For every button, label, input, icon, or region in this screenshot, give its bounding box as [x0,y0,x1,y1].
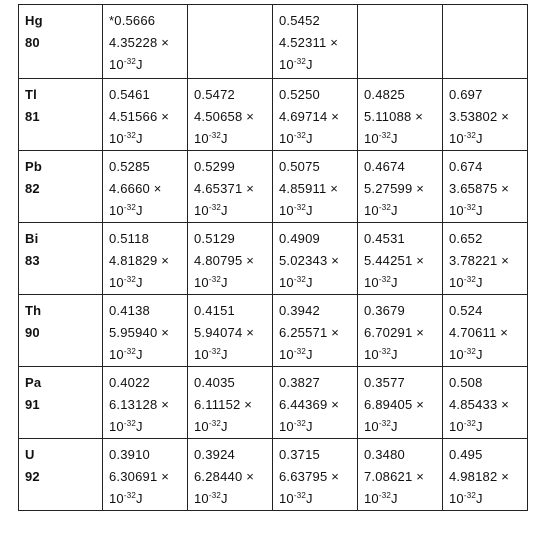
element-label-cell [19,79,103,151]
atomic-number: 82 [25,181,40,196]
energy-exponent [194,272,272,294]
energy-exponent [449,488,527,510]
power-base: 10 [109,347,124,362]
element-label-cell [19,151,103,223]
wavelength-value: 0.5452 [279,13,320,28]
energy-mantissa: 5.95940 × [109,325,169,340]
power-exponent: -32 [378,275,392,284]
power-exponent: -32 [293,57,307,66]
wavelength-value [449,10,527,32]
power-base: 10 [364,131,379,146]
energy-mantissa: 5.94074 × [194,325,254,340]
unit-label: J [476,131,483,146]
unit-label: J [221,275,228,290]
value-cell [103,439,188,511]
energy-mantissa: 5.11088 × [364,109,424,124]
energy-exponent [109,272,187,294]
energy-exponent [279,416,357,438]
value-cell [273,151,358,223]
wavelength-value: 0.4151 [194,303,235,318]
energy-mantissa: 4.81829 × [109,253,169,268]
unit-label: J [391,131,398,146]
wavelength-value: 0.495 [449,447,483,462]
value-cell [188,151,273,223]
energy-mantissa: 7.08621 × [364,469,424,484]
wavelength-value: 0.3577 [364,375,405,390]
wavelength-value: 0.3679 [364,303,405,318]
power-base: 10 [109,131,124,146]
energy-mantissa: 6.30691 × [109,469,169,484]
unit-label: J [221,203,228,218]
power-base: 10 [194,419,209,434]
wavelength-value: 0.5299 [194,159,235,174]
value-cell [358,439,443,511]
power-exponent: -32 [123,347,137,356]
unit-label: J [391,275,398,290]
value-cell [103,151,188,223]
value-cell [443,295,528,367]
power-base: 10 [364,275,379,290]
wavelength-value: 0.508 [449,375,483,390]
value-cell [103,295,188,367]
energy-mantissa [449,32,527,54]
value-cell [273,223,358,295]
atomic-number: 92 [25,469,40,484]
energy-exponent [279,272,357,294]
value-cell [358,295,443,367]
wavelength-value: 0.3942 [279,303,320,318]
unit-label: J [391,203,398,218]
unit-label: J [476,491,483,506]
unit-label: J [136,491,143,506]
table-row [19,439,528,511]
value-cell [358,5,443,79]
energy-mantissa: 4.52311 × [279,35,339,50]
unit-label: J [221,131,228,146]
energy-exponent [364,200,442,222]
energy-exponent [449,54,527,76]
power-exponent: -32 [123,57,137,66]
power-base: 10 [364,491,379,506]
element-symbol: Bi [25,231,39,246]
power-exponent: -32 [123,203,137,212]
energy-mantissa [194,32,272,54]
element-label-cell [19,439,103,511]
wavelength-value: 0.3827 [279,375,320,390]
energy-mantissa: 6.89405 × [364,397,424,412]
power-base: 10 [194,347,209,362]
energy-exponent [279,200,357,222]
table-row [19,79,528,151]
value-cell [188,367,273,439]
power-base: 10 [364,203,379,218]
power-exponent: -32 [293,203,307,212]
wavelength-value: 0.5472 [194,87,235,102]
energy-mantissa: 4.85433 × [449,397,509,412]
value-cell [358,367,443,439]
wavelength-value: 0.5118 [109,231,149,246]
value-cell [443,223,528,295]
table-row [19,295,528,367]
energy-exponent [364,344,442,366]
unit-label: J [391,491,398,506]
wavelength-value: 0.524 [449,303,483,318]
power-base: 10 [279,419,294,434]
element-symbol: Tl [25,87,37,102]
atomic-number: 83 [25,253,40,268]
atomic-number: 91 [25,397,40,412]
unit-label: J [136,419,143,434]
energy-exponent [364,272,442,294]
unit-label: J [306,419,313,434]
power-base: 10 [449,203,464,218]
wavelength-value: 0.5250 [279,87,320,102]
power-exponent: -32 [293,419,307,428]
energy-exponent [109,200,187,222]
energy-exponent [449,344,527,366]
atomic-number: 90 [25,325,40,340]
energy-mantissa: 4.50658 × [194,109,254,124]
power-base: 10 [449,275,464,290]
energy-mantissa: 5.44251 × [364,253,424,268]
energy-exponent [449,200,527,222]
power-base: 10 [279,275,294,290]
power-base: 10 [109,419,124,434]
power-base: 10 [194,491,209,506]
energy-mantissa: 6.70291 × [364,325,424,340]
unit-label: J [476,203,483,218]
wavelength-value: 0.4138 [109,303,150,318]
value-cell [188,5,273,79]
power-exponent: -32 [123,275,137,284]
energy-exponent [194,416,272,438]
energy-exponent [194,344,272,366]
wavelength-value: 0.4909 [279,231,320,246]
energy-mantissa: 3.78221 × [449,253,509,268]
wavelength-value: 0.652 [449,231,483,246]
wavelength-value: 0.4531 [364,231,405,246]
element-label-cell [19,295,103,367]
value-cell [188,223,273,295]
power-exponent: -32 [208,347,222,356]
atomic-number: 81 [25,109,40,124]
unit-label: J [306,491,313,506]
wavelength-value: 0.5285 [109,159,150,174]
energy-exponent [279,344,357,366]
power-base: 10 [194,131,209,146]
wavelength-value: 0.697 [449,87,483,102]
energy-exponent [364,488,442,510]
energy-exponent [279,54,357,76]
power-exponent: -32 [208,203,222,212]
unit-label: J [476,419,483,434]
value-cell [443,79,528,151]
value-cell [188,295,273,367]
energy-exponent [109,488,187,510]
power-exponent: -32 [463,419,477,428]
value-cell [358,79,443,151]
power-base: 10 [449,419,464,434]
energy-mantissa: 5.27599 × [364,181,424,196]
power-base: 10 [109,57,124,72]
energy-mantissa: 4.98182 × [449,469,509,484]
element-label-cell [19,5,103,79]
energy-exponent [109,344,187,366]
energy-exponent [279,128,357,150]
unit-label: J [221,347,228,362]
unit-label: J [136,131,143,146]
table-row [19,367,528,439]
unit-label: J [306,275,313,290]
power-base: 10 [279,131,294,146]
energy-mantissa: 6.13128 × [109,397,169,412]
power-exponent: -32 [463,203,477,212]
power-exponent: -32 [123,131,137,140]
value-cell [358,151,443,223]
power-base: 10 [364,419,379,434]
energy-exponent [449,128,527,150]
unit-label: J [391,419,398,434]
power-exponent: -32 [293,491,307,500]
wavelength-value [364,10,442,32]
power-exponent: -32 [378,203,392,212]
power-base: 10 [449,491,464,506]
unit-label: J [306,131,313,146]
wavelength-value: 0.4674 [364,159,405,174]
wavelength-value: 0.3715 [279,447,320,462]
wavelength-value: 0.3924 [194,447,235,462]
energy-mantissa: 4.69714 × [279,109,339,124]
value-cell [273,439,358,511]
energy-exponent [449,416,527,438]
wavelength-value: 0.5461 [109,87,150,102]
element-symbol: Pa [25,375,42,390]
unit-label: J [476,275,483,290]
power-base: 10 [109,275,124,290]
wavelength-value: 0.4035 [194,375,235,390]
element-label-cell [19,367,103,439]
unit-label: J [306,347,313,362]
energy-mantissa: 4.85911 × [279,181,339,196]
element-symbol: Pb [25,159,43,174]
energy-exponent [449,272,527,294]
energy-mantissa: 6.11152 × [194,397,253,412]
unit-label: J [221,491,228,506]
energy-mantissa: 4.65371 × [194,181,254,196]
power-exponent: -32 [463,275,477,284]
wavelength-value: 0.5129 [194,231,235,246]
power-base: 10 [279,203,294,218]
power-base: 10 [449,347,464,362]
value-cell [103,79,188,151]
power-base: 10 [279,347,294,362]
value-cell [443,5,528,79]
energy-exponent [109,416,187,438]
power-base: 10 [364,347,379,362]
power-base: 10 [279,491,294,506]
value-cell [103,223,188,295]
power-base: 10 [449,131,464,146]
value-cell [188,439,273,511]
energy-mantissa: 3.53802 × [449,109,509,124]
unit-label: J [136,347,143,362]
power-base: 10 [194,275,209,290]
unit-label: J [306,57,313,72]
unit-label: J [306,203,313,218]
wavelength-value: 0.3910 [109,447,150,462]
power-exponent: -32 [208,419,222,428]
energy-mantissa: 3.65875 × [449,181,509,196]
value-cell [443,367,528,439]
power-exponent: -32 [378,419,392,428]
element-symbol: U [25,447,35,462]
wavelength-value: *0.5666 [109,13,156,28]
power-exponent: -32 [463,131,477,140]
value-cell [443,151,528,223]
power-exponent: -32 [208,131,222,140]
element-data-table [18,4,528,511]
energy-mantissa: 4.35228 × [109,35,169,50]
power-base: 10 [109,203,124,218]
wavelength-value: 0.4022 [109,375,150,390]
energy-mantissa: 4.6660 × [109,181,162,196]
value-cell [273,295,358,367]
element-label-cell [19,223,103,295]
atomic-number: 80 [25,35,40,50]
value-cell [273,79,358,151]
unit-label: J [221,419,228,434]
power-exponent: -32 [123,491,137,500]
power-exponent: -32 [293,131,307,140]
table-row [19,151,528,223]
element-symbol: Th [25,303,42,318]
unit-label: J [476,347,483,362]
power-exponent: -32 [463,347,477,356]
energy-mantissa: 6.28440 × [194,469,254,484]
power-exponent: -32 [293,275,307,284]
energy-mantissa [364,32,442,54]
wavelength-value: 0.4825 [364,87,405,102]
value-cell [273,5,358,79]
power-exponent: -32 [123,419,137,428]
energy-exponent [194,488,272,510]
power-exponent: -32 [378,131,392,140]
power-exponent: -32 [378,347,392,356]
energy-mantissa: 4.70611 × [449,325,509,340]
energy-mantissa: 4.80795 × [194,253,254,268]
value-cell [358,223,443,295]
energy-exponent [279,488,357,510]
wavelength-value [194,10,272,32]
value-cell [273,367,358,439]
value-cell [443,439,528,511]
table-row [19,5,528,79]
table-row [19,223,528,295]
energy-exponent [364,416,442,438]
energy-mantissa: 4.51566 × [109,109,169,124]
unit-label: J [391,347,398,362]
wavelength-value: 0.3480 [364,447,405,462]
energy-mantissa: 6.63795 × [279,469,339,484]
unit-label: J [136,275,143,290]
wavelength-value: 0.674 [449,159,483,174]
unit-label: J [136,57,143,72]
energy-exponent [109,128,187,150]
wavelength-value: 0.5075 [279,159,320,174]
energy-mantissa: 5.02343 × [279,253,339,268]
unit-label: J [136,203,143,218]
energy-exponent [364,54,442,76]
energy-exponent [364,128,442,150]
energy-exponent [109,54,187,76]
power-exponent: -32 [378,491,392,500]
power-base: 10 [109,491,124,506]
energy-exponent [194,128,272,150]
energy-mantissa: 6.44369 × [279,397,339,412]
power-exponent: -32 [208,275,222,284]
power-base: 10 [194,203,209,218]
power-exponent: -32 [293,347,307,356]
value-cell [103,5,188,79]
value-cell [188,79,273,151]
energy-mantissa: 6.25571 × [279,325,339,340]
power-exponent: -32 [208,491,222,500]
energy-exponent [194,54,272,76]
power-base: 10 [279,57,294,72]
value-cell [103,367,188,439]
energy-exponent [194,200,272,222]
element-symbol: Hg [25,13,43,28]
power-exponent: -32 [463,491,477,500]
